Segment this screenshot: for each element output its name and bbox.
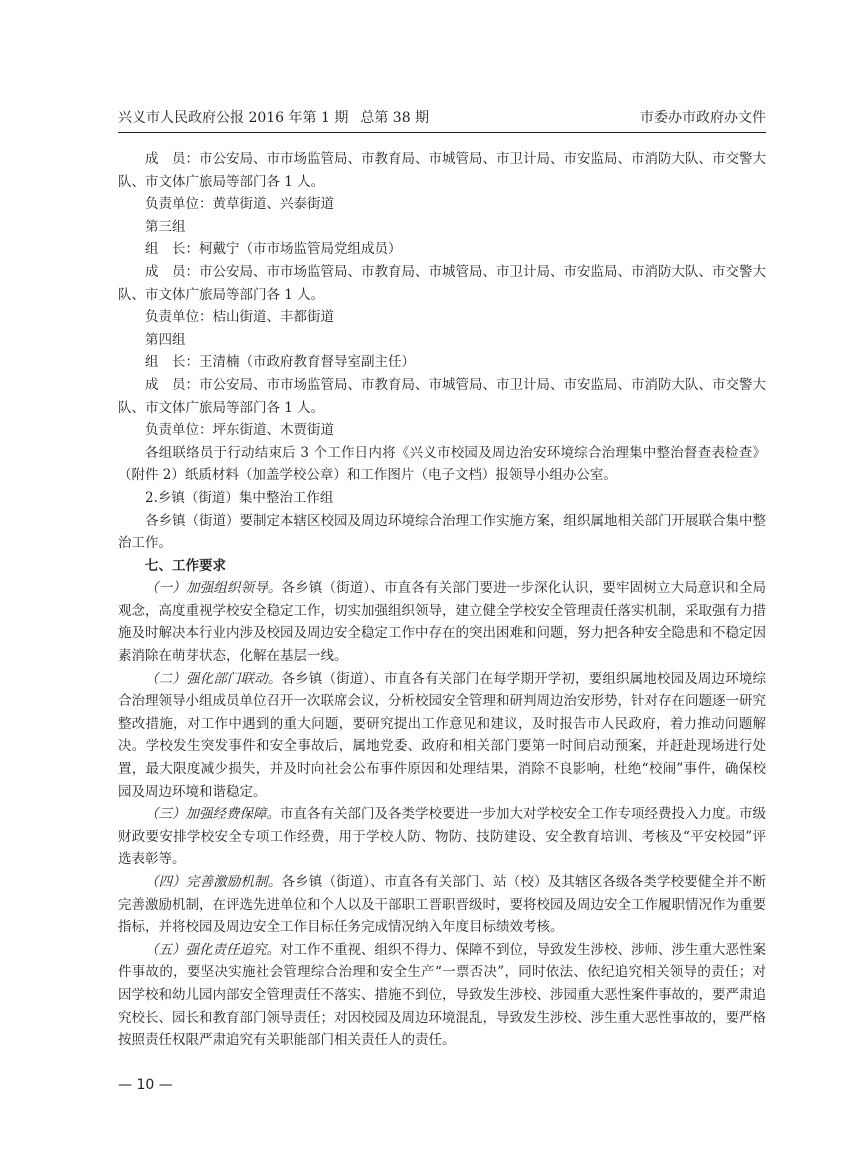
paragraph: 2.乡镇（街道）集中整治工作组 (145, 489, 334, 506)
paragraph: 负责单位：黄草街道、兴泰街道 (145, 196, 334, 213)
header-publication (118, 108, 429, 128)
paragraph: 负责单位：桔山街道、丰都街道 (145, 309, 334, 326)
requirement-item (118, 577, 766, 667)
requirement-item (118, 668, 766, 804)
requirement-text: 各乡镇（街道）、市直各有关部门要进一步深化认识，要牢固树立大局意识和全局观念，高度重视学校安全稳定工作，切实加强组织领导，建立健全学校安全管理责任落实机制，采取强有力措施及时解决本行业内涉及校园及周边安全稳定工作中存在的突出困难和问题，努力把各种安全隐患和不稳定因素消除在萌芽状态，化解在基层一线。 (118, 580, 766, 665)
paragraph: 各乡镇（街道）要制定本辖区校园及周边环境综合治理工作实施方案，组织属地相关部门开展联合集中整治工作。 (118, 512, 766, 552)
paragraph: 负责单位：坪东街道、木贾街道 (145, 422, 334, 439)
paragraph: 各组联络员于行动结束后 3 个工作日内将《兴义市校园及周边治安环境综合治理集中整治督查表检查》（附件 2）纸质材料（加盖学校公章）和工作图片（电子文档）报领导小组办公室。 (118, 444, 766, 484)
requirement-label: （三）加强经费保障。 (145, 806, 280, 823)
paragraph: 成 员：市公安局、市市场监管局、市教育局、市城管局、市卫计局、市安监局、市消防大队、市交警大队、市文体广旅局等部门各 1 人。 (118, 376, 766, 416)
paragraph: 组 长：柯戴宁（市市场监管局党组成员） (145, 241, 402, 258)
paragraph: 成 员：市公安局、市市场监管局、市教育局、市城管局、市卫计局、市安监局、市消防大队、市交警大队、市文体广旅局等部门各 1 人。 (118, 151, 766, 190)
paragraph: 成 员：市公安局、市市场监管局、市教育局、市城管局、市卫计局、市安监局、市消防大队、市交警大队、市文体广旅局等部门各 1 人。 (118, 263, 766, 303)
section-heading: 七、工作要求 (145, 557, 226, 574)
requirement-item (118, 939, 766, 1052)
requirement-text: 对工作不重视、组织不得力、保障不到位，导致发生涉校、涉师、涉生重大恶性案件事故的，要坚决实施社会管理综合治理和安全生产“一票否决”，同时依法、依纪追究相关领导的责任；对因学校和幼儿园内部安全管理责任不落实、措施不到位，导致发生涉校、涉园重大恶性案件事故的，要严肃追究校长、园长和教育部门领导责任；对因校园及周边环境混乱，导致发生涉校、涉生重大恶性事故的，要严格按照责任权限严肃追究有关职能部门相关责任人的责任。 (118, 941, 766, 1049)
paragraph: 第四组 (145, 331, 186, 348)
paragraph: 第三组 (145, 218, 186, 235)
header-category: 市委办市政府办文件 (640, 110, 766, 126)
requirement-text: 各乡镇（街道）、市直各有关部门在每学期开学初，要组织属地校园及周边环境综合治理领导小组成员单位召开一次联席会议，分析校园安全管理和研判周边治安形势，针对存在问题逐一研究整改措施，对工作中遇到的重大问题，要研究提出工作意见和建议，及时报告市人民政府，着力推动问题解决。学校发生突发事件和安全事故后，属地党委、政府和相关部门要第一时间启动预案，并赶赴现场进行处置，最大限度减少损失，并及时向社会公布事件原因和处理结果，消除不良影响，杜绝“校闹”事件，确保校园及周边环境和谐稳定。 (118, 670, 766, 800)
header-rule (118, 132, 766, 133)
page-header (118, 108, 766, 128)
paragraph: 组 长：王清楠（市政府教育督导室副主任） (145, 354, 415, 371)
requirement-text: 各乡镇（街道）、市直各有关部门、站（校）及其辖区各级各类学校要健全并不断完善激励机制，在评选先进单位和个人以及干部职工晋职晋级时，要将校园及周边安全工作履职情况作为重要指标，并将校园及周边安全工作目标任务完成情况纳入年度目标绩效考核。 (118, 874, 766, 936)
requirement-label: （一）加强组织领导。 (145, 580, 282, 597)
page-number: — 10 — (118, 1077, 173, 1093)
requirement-item (118, 871, 766, 939)
requirement-label: （五）强化责任追究。 (145, 941, 280, 958)
requirement-label: （四）完善激励机制。 (145, 874, 282, 890)
requirement-item (118, 803, 766, 871)
requirement-text: 市直各有关部门及各类学校要进一步加大对学校安全工作专项经费投入力度。市级财政要安排学校安全专项工作经费，用于学校人防、物防、技防建设、安全教育培训、考核及“平安校园”评选表彰等。 (118, 806, 766, 868)
document-body (118, 148, 766, 1052)
requirement-label: （二）强化部门联动。 (145, 670, 282, 687)
header-title: 兴义市人民政府公报 2016 年第 1 期 (118, 110, 349, 126)
header-issue: 总第 38 期 (360, 110, 430, 126)
